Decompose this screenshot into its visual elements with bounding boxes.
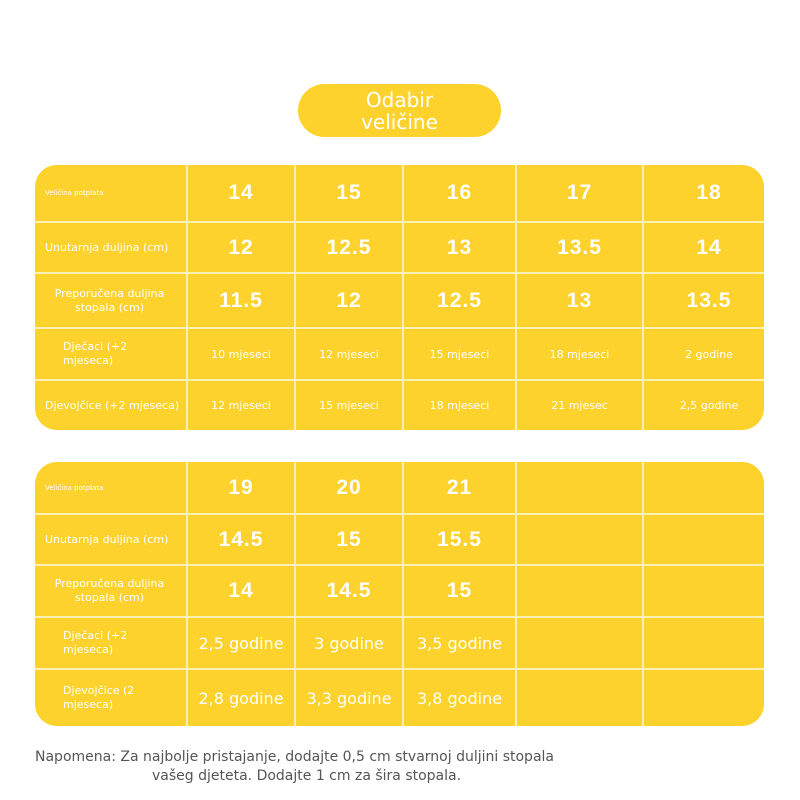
inner-length-cell: 14 (644, 223, 764, 272)
foot-length-cell: 13.5 (644, 274, 764, 327)
boys-age-cell: 10 mjeseci (188, 329, 294, 379)
size-cell: 20 (296, 462, 402, 513)
size-cell: 15 (296, 165, 402, 221)
inner-length-cell: 12.5 (296, 223, 402, 272)
row-label-girls: Djevojčice (+2 mjeseca) (35, 381, 186, 430)
size-cell: 14 (188, 165, 294, 221)
row-label-sole-size: Veličina potplata (35, 165, 186, 221)
row-label-inner-length: Unutarnja duljina (cm) (35, 515, 186, 564)
fitting-note-line-2: vašeg djeteta. Dodajte 1 cm za šira stopala. (152, 768, 462, 784)
row-label-foot-length: Preporučena duljina stopala (cm) (35, 566, 186, 616)
girls-age-cell: 21 mjesec (517, 381, 642, 430)
empty-cell (517, 515, 642, 564)
inner-length-cell: 12 (188, 223, 294, 272)
foot-length-cell: 15 (404, 566, 515, 616)
foot-length-cell: 13 (517, 274, 642, 327)
girls-age-cell: 3,8 godine (404, 670, 515, 726)
size-table-2 (35, 462, 764, 726)
boys-age-cell: 18 mjeseci (517, 329, 642, 379)
empty-cell (644, 618, 764, 668)
empty-cell (644, 462, 764, 513)
boys-age-cell: 3,5 godine (404, 618, 515, 668)
empty-cell (644, 670, 764, 726)
size-table-1 (35, 165, 764, 430)
page-title (298, 84, 501, 137)
row-label-boys: Dječaci (+2 mjeseca) (35, 329, 186, 379)
page-title-line-1: Odabir (365, 87, 434, 112)
empty-cell (517, 462, 642, 513)
girls-age-cell: 15 mjeseci (296, 381, 402, 430)
inner-length-cell: 14.5 (188, 515, 294, 564)
empty-cell (644, 566, 764, 616)
foot-length-cell: 14 (188, 566, 294, 616)
girls-age-cell: 18 mjeseci (404, 381, 515, 430)
boys-age-cell: 2 godine (644, 329, 764, 379)
girls-age-cell: 2,5 godine (644, 381, 764, 430)
fitting-note (35, 748, 635, 786)
row-label-sole-size: Veličina potplata (35, 462, 186, 513)
size-cell: 18 (644, 165, 764, 221)
boys-age-cell: 12 mjeseci (296, 329, 402, 379)
girls-age-cell: 3,3 godine (296, 670, 402, 726)
empty-cell (517, 618, 642, 668)
size-cell: 21 (404, 462, 515, 513)
boys-age-cell: 15 mjeseci (404, 329, 515, 379)
fitting-note-line-1: Napomena: Za najbolje pristajanje, dodajte 0,5 cm stvarnoj duljini stopala (35, 749, 554, 765)
inner-length-cell: 15.5 (404, 515, 515, 564)
row-label-girls: Djevojčice (2 mjeseca) (35, 670, 186, 726)
foot-length-cell: 11.5 (188, 274, 294, 327)
girls-age-cell: 12 mjeseci (188, 381, 294, 430)
inner-length-cell: 13 (404, 223, 515, 272)
size-cell: 17 (517, 165, 642, 221)
inner-length-cell: 13.5 (517, 223, 642, 272)
row-label-foot-length: Preporučena duljina stopala (cm) (35, 274, 186, 327)
row-label-boys: Dječaci (+2 mjeseca) (35, 618, 186, 668)
empty-cell (517, 566, 642, 616)
foot-length-cell: 14.5 (296, 566, 402, 616)
girls-age-cell: 2,8 godine (188, 670, 294, 726)
foot-length-cell: 12 (296, 274, 402, 327)
empty-cell (644, 515, 764, 564)
foot-length-cell: 12.5 (404, 274, 515, 327)
empty-cell (517, 670, 642, 726)
boys-age-cell: 2,5 godine (188, 618, 294, 668)
size-cell: 19 (188, 462, 294, 513)
boys-age-cell: 3 godine (296, 618, 402, 668)
inner-length-cell: 15 (296, 515, 402, 564)
row-label-inner-length: Unutarnja duljina (cm) (35, 223, 186, 272)
size-cell: 16 (404, 165, 515, 221)
page-title-line-2: veličine (361, 109, 438, 134)
